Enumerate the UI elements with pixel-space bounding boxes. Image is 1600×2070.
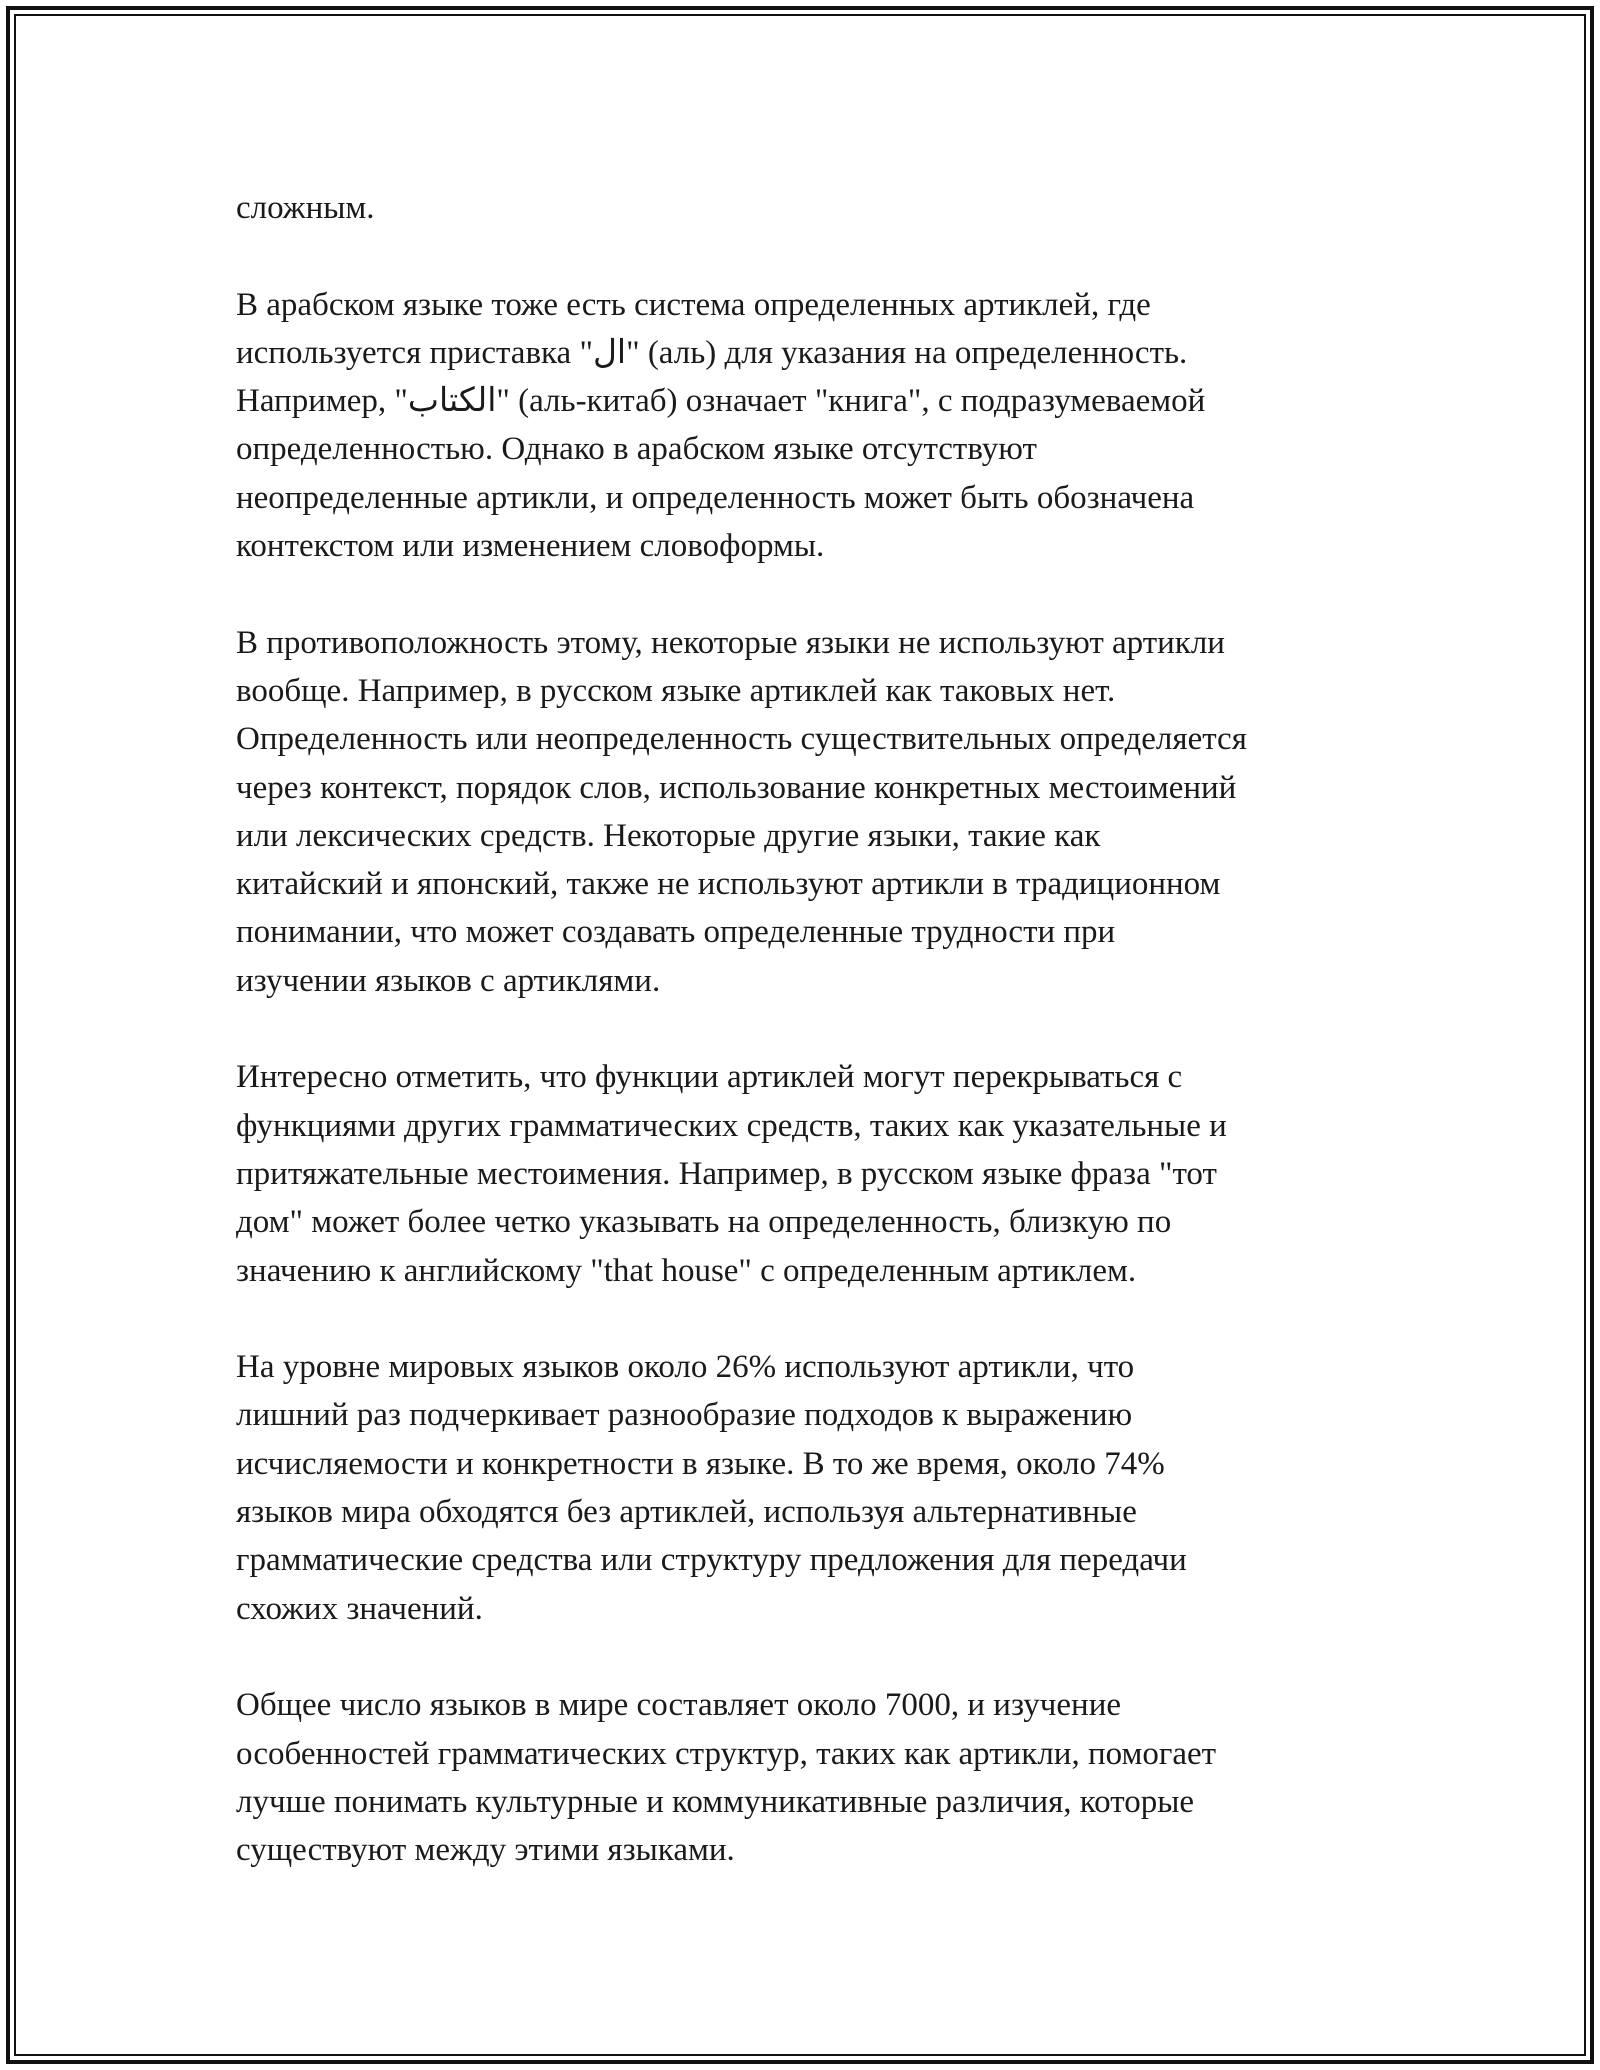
text-line: грамматические средства или структуру предложения для передачи [236,1542,1187,1579]
text-line: определенностью. Однако в арабском языке отсутствуют [236,431,1037,468]
text-line: притяжательные местоимения. Например, в русском языке фраза "тот [236,1155,1217,1192]
text-line: исчисляемости и конкретности в языке. В то же время, около 74% [236,1445,1165,1482]
text-line: функциями других грамматических средств, таких как указательные и [236,1107,1227,1144]
text-line: В противоположность этому, некоторые языки не используют артикли [236,624,1225,661]
text-line: В арабском языке тоже есть система определенных артиклей, где [236,286,1151,323]
paragraph-2 [236,281,1386,571]
text-line: китайский и японский, также не используют артикли в традиционном [236,866,1221,903]
text-line: существуют между этими языками. [236,1832,735,1869]
text-line: или лексических средств. Некоторые другие языки, такие как [236,817,1101,854]
text-line: Например, "الكتاب" (аль-китаб) означает "книга", с подразумеваемой [236,383,1206,420]
text-line: используется приставка "ال" (аль) для указания на определенность. [236,334,1188,371]
text-line: понимании, что может создавать определенные трудности при [236,914,1116,951]
paragraph-5 [236,1343,1386,1633]
text-line: изучении языков с артиклями. [236,962,661,999]
text-line: вообще. Например, в русском языке артиклей как таковых нет. [236,672,1116,709]
text-line: сложным. [236,190,375,226]
text-line: контекстом или изменением словоформы. [236,528,825,565]
paragraph-4 [236,1053,1386,1294]
text-line: Интересно отметить, что функции артиклей могут перекрываться с [236,1059,1183,1096]
text-line: схожих значений. [236,1590,483,1627]
text-line: Общее число языков в мире составляет около 7000, и изучение [236,1687,1122,1724]
paragraph-6 [236,1681,1386,1874]
text-line: неопределенные артикли, и определенность может быть обозначена [236,479,1195,516]
text-line: лишний раз подчеркивает разнообразие подходов к выражению [236,1397,1133,1434]
paragraph-3 [236,619,1386,1005]
text-line: Определенность или неопределенность существительных определяется [236,721,1247,758]
text-line: через контекст, порядок слов, использование конкретных местоимений [236,769,1237,806]
text-line: дом" может более четко указывать на определенность, близкую по [236,1204,1172,1241]
document-body [236,184,1386,1923]
paragraph-1 [236,184,1386,232]
text-line: языков мира обходятся без артиклей, используя альтернативные [236,1494,1137,1531]
text-line: особенностей грамматических структур, таких как артикли, помогает [236,1735,1217,1772]
text-line: значению к английскому "that house" с определенным артиклем. [236,1252,1137,1289]
text-line: На уровне мировых языков около 26% используют артикли, что [236,1349,1135,1386]
text-line: лучше понимать культурные и коммуникативные различия, которые [236,1783,1195,1820]
